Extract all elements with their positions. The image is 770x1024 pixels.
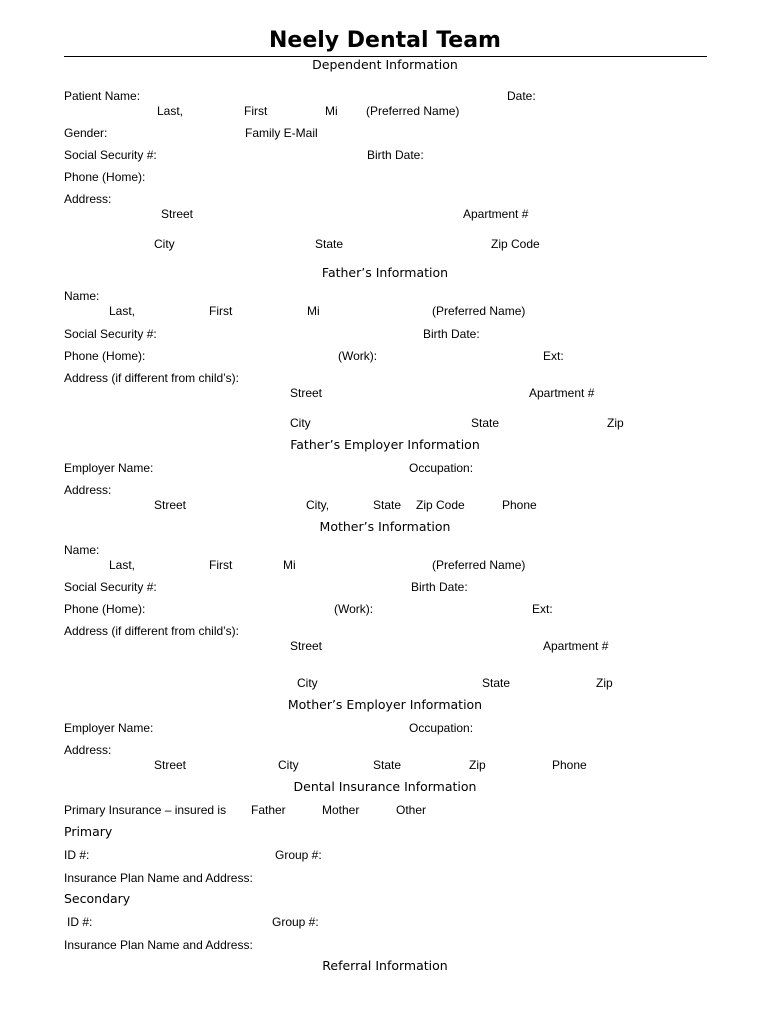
mother-work-label: (Work): xyxy=(334,602,374,616)
father-occupation-label: Occupation: xyxy=(409,461,474,475)
father-employer-phone-caption: Phone xyxy=(502,498,537,512)
mother-employer-city-caption: City xyxy=(278,758,299,772)
mother-employer-state-caption: State xyxy=(373,758,402,772)
mother-last-caption: Last, xyxy=(109,558,136,572)
state-caption: State xyxy=(315,237,344,251)
mother-employer-address-label: Address: xyxy=(64,743,112,757)
father-employer-name-field[interactable] xyxy=(157,460,408,473)
insured-father-field[interactable] xyxy=(287,802,322,815)
mother-address-street-field[interactable] xyxy=(247,623,645,636)
father-zip-caption: Zip xyxy=(607,416,624,430)
birth-date-label: Birth Date: xyxy=(367,148,424,162)
mother-ext-field[interactable] xyxy=(554,601,651,614)
father-street-caption: Street xyxy=(290,386,323,400)
father-employer-name-label: Employer Name: xyxy=(64,461,154,475)
apartment-caption: Apartment # xyxy=(463,207,529,221)
mother-employer-phone-caption: Phone xyxy=(552,758,587,772)
mother-work-field[interactable] xyxy=(375,601,528,614)
gender-field[interactable] xyxy=(109,125,207,138)
mother-employer-street-caption: Street xyxy=(154,758,187,772)
mother-name-label: Name: xyxy=(64,543,100,557)
father-birth-date-label: Birth Date: xyxy=(423,327,480,341)
date-label: Date: xyxy=(507,89,536,103)
secondary-group-field[interactable] xyxy=(321,914,460,927)
father-ext-label: Ext: xyxy=(543,349,564,363)
father-phone-home-field[interactable] xyxy=(149,348,337,361)
father-employer-address-field[interactable] xyxy=(113,482,658,495)
father-apartment-caption: Apartment # xyxy=(529,386,595,400)
father-name-field[interactable] xyxy=(100,288,652,301)
gender-label: Gender: xyxy=(64,126,108,140)
phone-home-label: Phone (Home): xyxy=(64,170,146,184)
father-ssn-field[interactable] xyxy=(160,326,419,339)
date-field[interactable] xyxy=(537,88,655,101)
mother-mi-caption: Mi xyxy=(283,558,296,572)
mother-address-label: Address (if different from child’s): xyxy=(64,624,239,638)
address-label: Address: xyxy=(64,192,112,206)
insured-mother-field[interactable] xyxy=(361,802,396,815)
insured-mother-label: Mother xyxy=(322,803,360,817)
mother-ssn-label: Social Security #: xyxy=(64,580,157,594)
father-employer-city-caption: City, xyxy=(306,498,330,512)
family-email-label: Family E-Mail xyxy=(245,126,318,140)
mother-ext-label: Ext: xyxy=(532,602,553,616)
section-mother-employer: Mother’s Employer Information xyxy=(287,697,483,712)
ssn-label: Social Security #: xyxy=(64,148,157,162)
ssn-field[interactable] xyxy=(160,147,363,160)
father-work-field[interactable] xyxy=(379,348,539,361)
mother-employer-name-field[interactable] xyxy=(157,720,408,733)
secondary-id-field[interactable] xyxy=(94,914,268,927)
mother-apartment-caption: Apartment # xyxy=(543,639,609,653)
section-mother-info: Mother’s Information xyxy=(319,519,451,534)
primary-group-field[interactable] xyxy=(324,847,457,860)
father-address-city-field[interactable] xyxy=(269,400,667,413)
mi-caption: Mi xyxy=(325,104,338,118)
mother-city-caption: City xyxy=(297,676,318,690)
father-preferred-caption: (Preferred Name) xyxy=(432,304,526,318)
father-work-label: (Work): xyxy=(338,349,378,363)
section-referral-info: Referral Information xyxy=(322,958,448,973)
father-employer-state-caption: State xyxy=(373,498,402,512)
form-title: Neely Dental Team xyxy=(269,28,501,53)
mother-state-caption: State xyxy=(482,676,511,690)
father-ssn-label: Social Security #: xyxy=(64,327,157,341)
mother-occupation-field[interactable] xyxy=(476,720,650,733)
mother-occupation-label: Occupation: xyxy=(409,721,474,735)
mother-first-caption: First xyxy=(209,558,233,572)
father-employer-street-caption: Street xyxy=(154,498,187,512)
mother-phone-home-label: Phone (Home): xyxy=(64,602,146,616)
mother-birth-date-field[interactable] xyxy=(471,579,653,592)
father-ext-field[interactable] xyxy=(565,348,648,361)
primary-plan-field[interactable] xyxy=(262,870,702,883)
father-address-street-field[interactable] xyxy=(247,370,645,383)
father-phone-home-label: Phone (Home): xyxy=(64,349,146,363)
father-first-caption: First xyxy=(209,304,233,318)
father-employer-address-label: Address: xyxy=(64,483,112,497)
father-state-caption: State xyxy=(471,416,500,430)
mother-employer-name-label: Employer Name: xyxy=(64,721,154,735)
family-email-field[interactable] xyxy=(322,125,663,138)
mother-employer-zip-caption: Zip xyxy=(469,758,486,772)
secondary-id-label: ID #: xyxy=(67,915,93,929)
mother-phone-home-field[interactable] xyxy=(149,601,330,614)
primary-id-field[interactable] xyxy=(91,847,271,860)
father-occupation-field[interactable] xyxy=(476,460,650,473)
first-caption: First xyxy=(244,104,268,118)
street-caption: Street xyxy=(161,207,194,221)
primary-plan-label: Insurance Plan Name and Address: xyxy=(64,871,253,885)
mother-preferred-caption: (Preferred Name) xyxy=(432,558,526,572)
secondary-group-label: Group #: xyxy=(272,915,319,929)
mother-birth-date-label: Birth Date: xyxy=(411,580,468,594)
mother-employer-address-field[interactable] xyxy=(113,742,658,755)
father-name-label: Name: xyxy=(64,289,100,303)
secondary-plan-field[interactable] xyxy=(262,937,702,950)
address-street-field[interactable] xyxy=(113,191,651,204)
father-mi-caption: Mi xyxy=(307,304,320,318)
address-city-field[interactable] xyxy=(116,222,660,235)
patient-name-label: Patient Name: xyxy=(64,89,141,103)
mother-ssn-field[interactable] xyxy=(160,579,411,592)
mother-zip-caption: Zip xyxy=(596,676,613,690)
primary-id-label: ID #: xyxy=(64,848,90,862)
father-address-label: Address (if different from child’s): xyxy=(64,371,239,385)
insured-other-label: Other xyxy=(396,803,427,817)
birth-date-field[interactable] xyxy=(427,147,649,160)
patient-name-field[interactable] xyxy=(143,88,506,101)
secondary-heading: Secondary xyxy=(64,891,131,906)
father-city-caption: City xyxy=(290,416,311,430)
last-caption: Last, xyxy=(157,104,184,118)
insured-father-label: Father xyxy=(251,803,286,817)
primary-group-label: Group #: xyxy=(275,848,322,862)
primary-heading: Primary xyxy=(64,824,113,839)
zip-code-caption: Zip Code xyxy=(491,237,540,251)
father-employer-zip-caption: Zip Code xyxy=(416,498,465,512)
section-dental-insurance: Dental Insurance Information xyxy=(293,779,477,794)
mother-address-city-field[interactable] xyxy=(265,661,671,674)
section-father-employer: Father’s Employer Information xyxy=(290,437,480,452)
preferred-name-caption: (Preferred Name) xyxy=(366,104,460,118)
section-father-info: Father’s Information xyxy=(321,265,449,280)
insured-other-field[interactable] xyxy=(428,802,644,815)
father-birth-date-field[interactable] xyxy=(483,326,649,339)
mother-name-field[interactable] xyxy=(100,542,652,555)
phone-home-field[interactable] xyxy=(149,169,652,182)
section-dependent-info: Dependent Information xyxy=(312,57,458,72)
city-caption: City xyxy=(154,237,175,251)
primary-insured-label: Primary Insurance – insured is xyxy=(64,803,227,817)
father-last-caption: Last, xyxy=(109,304,136,318)
secondary-plan-label: Insurance Plan Name and Address: xyxy=(64,938,253,952)
mother-street-caption: Street xyxy=(290,639,323,653)
